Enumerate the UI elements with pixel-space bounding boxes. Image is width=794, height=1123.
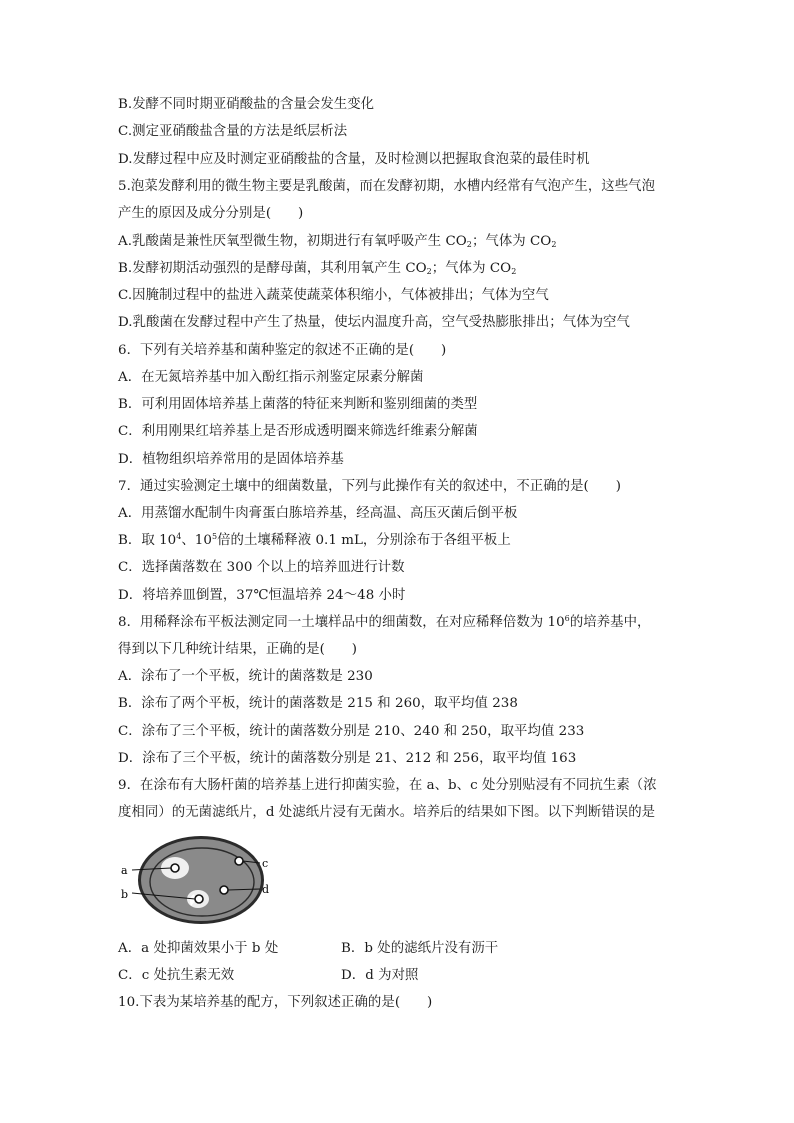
label-a: a bbox=[121, 864, 128, 877]
disc-b bbox=[195, 895, 203, 903]
q8-option-b: B．涂布了两个平板，统计的菌落数是 215 和 260，取平均值 238 bbox=[118, 696, 518, 711]
q7-option-b-exp2: 5 bbox=[211, 532, 218, 541]
q4-option-b: B.发酵不同时期亚硝酸盐的含量会发生变化 bbox=[118, 97, 375, 112]
q8-stem-post: 的培养基中， bbox=[569, 615, 651, 630]
q5-option-a-sub1: 2 bbox=[466, 240, 472, 249]
q5-option-b-sub1: 2 bbox=[426, 267, 432, 276]
q7-option-a: A．用蒸馏水配制牛肉膏蛋白胨培养基，经高温、高压灭菌后倒平板 bbox=[118, 506, 518, 521]
q8-option-a: A．涂布了一个平板，统计的菌落数是 230 bbox=[118, 669, 373, 684]
q8-stem-exp: 6 bbox=[564, 614, 570, 623]
q7-stem: 7．通过实验测定土壤中的细菌数量，下列与此操作有关的叙述中，不正确的是( ) bbox=[118, 479, 621, 494]
q5-option-b bbox=[118, 260, 683, 278]
disc-a bbox=[171, 864, 179, 872]
q7-option-b-post: 倍的土壤稀释液 0.1 mL，分别涂布于各组平板上 bbox=[217, 533, 511, 548]
q7-option-d: D．将培养皿倒置，37℃恒温培养 24～48 小时 bbox=[118, 588, 406, 603]
q5-option-a-mid: ；气体为 CO bbox=[471, 234, 552, 249]
q8-option-c: C．涂布了三个平板，统计的菌落数分别是 210、240 和 250，取平均值 233 bbox=[118, 724, 585, 739]
petri-dish-figure bbox=[118, 828, 278, 940]
q5-option-a bbox=[118, 233, 683, 251]
q9-options-ab bbox=[118, 940, 683, 958]
q8-stem-line1 bbox=[118, 614, 683, 632]
q7-option-b-exp1: 4 bbox=[176, 532, 182, 541]
disc-c bbox=[235, 857, 243, 865]
label-b: b bbox=[121, 888, 129, 901]
q8-stem-line2: 得到以下几种统计结果，正确的是( ) bbox=[118, 642, 358, 657]
disc-d bbox=[220, 886, 228, 894]
q5-stem-line1: 5.泡菜发酵利用的微生物主要是乳酸菌，而在发酵初期，水槽内经常有气泡产生，这些气泡 bbox=[118, 179, 656, 194]
q7-option-c: C．选择菌落数在 300 个以上的培养皿进行计数 bbox=[118, 560, 405, 575]
q5-stem-line2: 产生的原因及成分分别是( ) bbox=[118, 206, 304, 221]
petri-dish-svg bbox=[118, 828, 278, 940]
q7-option-b bbox=[118, 532, 683, 550]
q6-option-a: A．在无氮培养基中加入酚红指示剂鉴定尿素分解菌 bbox=[118, 370, 424, 385]
q9-stem-line2: 度相同）的无菌滤纸片，d 处滤纸片浸有无菌水。培养后的结果如下图。以下判断错误的是 bbox=[118, 805, 656, 820]
q9-option-a: A．a 处抑菌效果小于 b 处 bbox=[118, 941, 279, 956]
q6-option-c: C．利用刚果红培养基上是否形成透明圈来筛选纤维素分解菌 bbox=[118, 424, 478, 439]
q7-option-b-pre: B．取 10 bbox=[118, 533, 177, 548]
label-d: d bbox=[262, 883, 270, 896]
q7-option-b-mid: 、10 bbox=[181, 533, 212, 548]
q5-option-a-text: A.乳酸菌是兼性厌氧型微生物，初期进行有氧呼吸产生 CO bbox=[118, 234, 467, 249]
q10-stem: 10.下表为某培养基的配方，下列叙述正确的是( ) bbox=[118, 995, 433, 1010]
dish-bacterial-lawn bbox=[141, 839, 261, 921]
q5-option-d: D.乳酸菌在发酵过程中产生了热量，使坛内温度升高，空气受热膨胀排出；气体为空气 bbox=[118, 315, 630, 330]
q6-option-b: B．可利用固体培养基上菌落的特征来判断和鉴别细菌的类型 bbox=[118, 397, 478, 412]
q8-option-d: D．涂布了三个平板，统计的菌落数分别是 21、212 和 256，取平均值 163 bbox=[118, 751, 577, 766]
q4-option-d: D.发酵过程中应及时测定亚硝酸盐的含量，及时检测以把握取食泡菜的最佳时机 bbox=[118, 152, 590, 167]
q8-stem-pre: 8．用稀释涂布平板法测定同一土壤样品中的细菌数，在对应稀释倍数为 10 bbox=[118, 615, 565, 630]
q9-option-d: D．d 为对照 bbox=[341, 968, 419, 983]
q5-option-b-mid: ；气体为 CO bbox=[431, 261, 512, 276]
q9-stem-line1: 9．在涂布有大肠杆菌的培养基上进行抑菌实验，在 a、b、c 处分别贴浸有不同抗生素（浓 bbox=[118, 778, 657, 793]
q5-option-b-text: B.发酵初期活动强烈的是酵母菌，其利用氧产生 CO bbox=[118, 261, 427, 276]
label-c: c bbox=[262, 857, 269, 870]
q4-option-c: C.测定亚硝酸盐含量的方法是纸层析法 bbox=[118, 124, 348, 139]
q6-stem: 6．下列有关培养基和菌种鉴定的叙述不正确的是( ) bbox=[118, 343, 447, 358]
q5-option-b-sub2: 2 bbox=[511, 267, 517, 276]
q9-options-cd bbox=[118, 967, 683, 985]
q6-option-d: D．植物组织培养常用的是固体培养基 bbox=[118, 452, 344, 467]
q9-option-b: B．b 处的滤纸片没有沥干 bbox=[341, 941, 499, 956]
q5-option-a-sub2: 2 bbox=[551, 240, 557, 249]
q5-option-c: C.因腌制过程中的盐进入蔬菜使蔬菜体积缩小，气体被排出；气体为空气 bbox=[118, 288, 549, 303]
q9-option-c: C．c 处抗生素无效 bbox=[118, 968, 235, 983]
